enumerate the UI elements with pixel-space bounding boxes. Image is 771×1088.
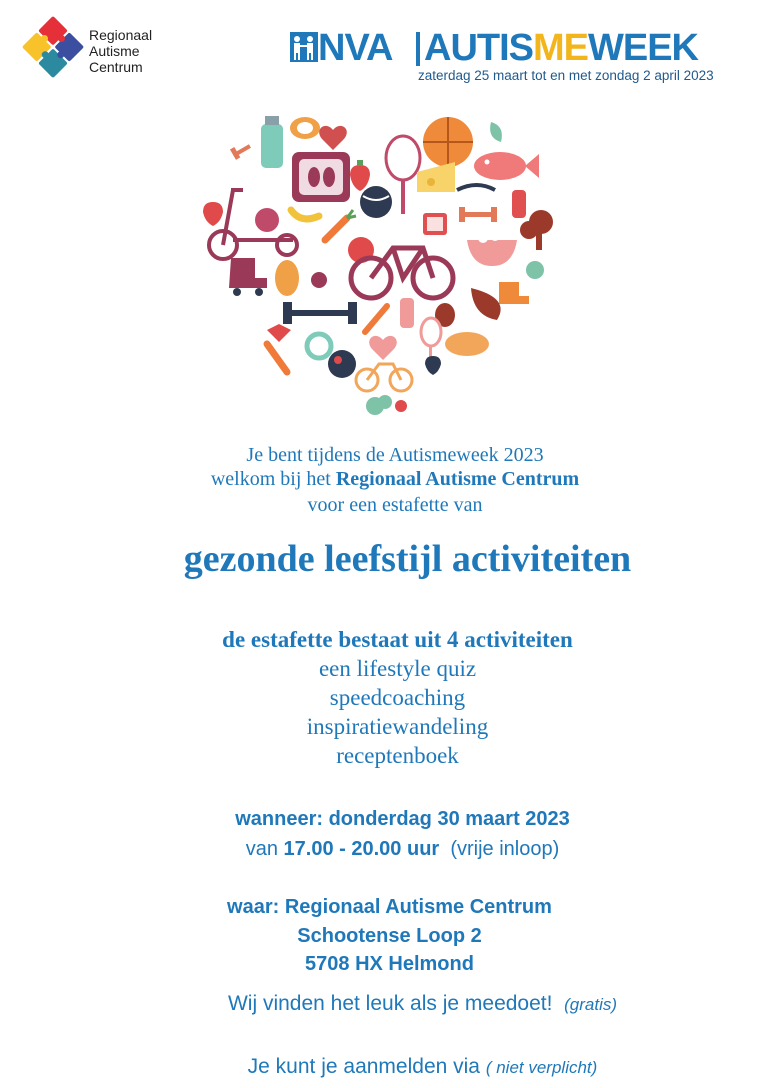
- activities-title: de estafette bestaat uit 4 activiteiten: [222, 627, 573, 652]
- heart-monitor-icon: [369, 336, 397, 360]
- basketball-icon: [423, 117, 473, 167]
- measuring-tape-icon: [457, 185, 495, 190]
- event-address-street: Schootense Loop 2: [297, 925, 482, 947]
- cheese-icon: [417, 162, 455, 192]
- leaf-icon: [490, 122, 502, 142]
- signup-text: Je kunt je aanmelden via: [247, 1055, 486, 1078]
- broccoli-icon-2: [366, 395, 392, 415]
- event-location: waar: Regionaal Autisme Centrum: [227, 896, 552, 918]
- people-icon: [290, 32, 318, 62]
- event-date: wanneer: donderdag 30 maart 2023: [235, 808, 570, 830]
- fish-icon: [474, 152, 539, 180]
- page-title: gezonde leefstijl activiteiten: [183, 538, 632, 580]
- strawberry-icon: [350, 160, 370, 191]
- egg-icon: [290, 117, 320, 139]
- activity-item: speedcoaching: [329, 685, 466, 710]
- nva-wordmark: NVA: [318, 27, 393, 69]
- puzzle-logo-icon: [22, 16, 84, 78]
- carrot-icon-2: [365, 306, 387, 332]
- autismeweek-part-3: WEEK: [588, 27, 698, 69]
- logo-line-3: Centrum: [89, 59, 143, 75]
- tape-roll-icon: [307, 334, 331, 358]
- activity-item: receptenboek: [336, 743, 459, 768]
- ball-icon-small: [395, 400, 407, 412]
- autismeweek-wordmark: [424, 28, 698, 68]
- flower-icon: [311, 272, 327, 288]
- event-address-city: 5708 HX Helmond: [305, 953, 474, 975]
- garlic-icon: [526, 261, 544, 279]
- nva-autismeweek-banner: [290, 28, 750, 90]
- scale-icon: [292, 152, 350, 202]
- intro-venue-name: Regionaal Autisme Centrum: [335, 468, 580, 490]
- logo-line-1: Regionaal: [89, 27, 153, 43]
- bottle-icon: [512, 190, 526, 218]
- event-time-range: 17.00 - 20.00 uur: [283, 838, 440, 860]
- bottle-icon-2: [400, 298, 414, 328]
- free-note: (gratis): [564, 995, 618, 1014]
- pineapple-icon: [275, 260, 299, 296]
- dumbbell-icon-2: [459, 207, 497, 222]
- event-time-note: (vrije inloop): [439, 838, 560, 860]
- carrot-icon: [325, 210, 356, 240]
- banana-icon: [291, 210, 319, 219]
- eggplant-icon: [471, 288, 501, 320]
- activity-item: een lifestyle quiz: [318, 656, 477, 681]
- activity-item: inspiratiewandeling: [306, 714, 489, 739]
- autismeweek-part-2: ME: [533, 27, 588, 69]
- football-icon: [445, 332, 489, 356]
- intro-line-3: voor een estafette van: [307, 494, 483, 516]
- intro-line-2-prefix: welkom bij het: [210, 468, 336, 490]
- water-bottle-icon: [261, 116, 283, 168]
- bicycle-icon-2: [356, 364, 412, 391]
- participation-message: [0, 990, 771, 1019]
- event-dates: zaterdag 25 maart tot en met zondag 2 april 2023: [418, 68, 714, 83]
- dumbbell-bar-icon: [283, 302, 357, 324]
- dumbbell-icon: [230, 144, 251, 160]
- event-time-prefix: van: [245, 838, 284, 860]
- bowl-icon: [467, 231, 517, 266]
- healthy-lifestyle-heart-illustration: [195, 110, 575, 425]
- scale-icon-2: [423, 213, 447, 235]
- banner-divider: [416, 32, 420, 66]
- rollerskate-icon: [229, 258, 267, 296]
- strawberry-icon-3: [425, 356, 441, 375]
- intro-line-2: [0, 467, 771, 491]
- onion-icon: [255, 208, 279, 232]
- carrot-icon-3: [267, 344, 287, 372]
- autismeweek-part-1: AUTIS: [424, 27, 533, 69]
- logo-line-2: Autisme: [89, 43, 140, 59]
- signup-optional-note: ( niet verplicht): [485, 1058, 598, 1077]
- rac-logo: [22, 16, 182, 80]
- heart-hand-icon: [267, 324, 291, 342]
- participation-text: Wij vinden het leuk als je meedoet!: [227, 992, 553, 1015]
- event-time: [0, 836, 771, 862]
- scooter-icon: [209, 190, 297, 259]
- salad-bowl-icon: [328, 350, 356, 378]
- intro-line-1: Je bent tijdens de Autismeweek 2023: [246, 444, 544, 466]
- signup-message: [0, 1053, 771, 1082]
- tennis-ball-icon: [360, 186, 392, 218]
- logo-wordmark: [89, 27, 152, 75]
- rollerskate-icon-2: [499, 282, 529, 304]
- heartbeat-icon: [319, 126, 347, 150]
- strawberry-icon-2: [203, 202, 223, 226]
